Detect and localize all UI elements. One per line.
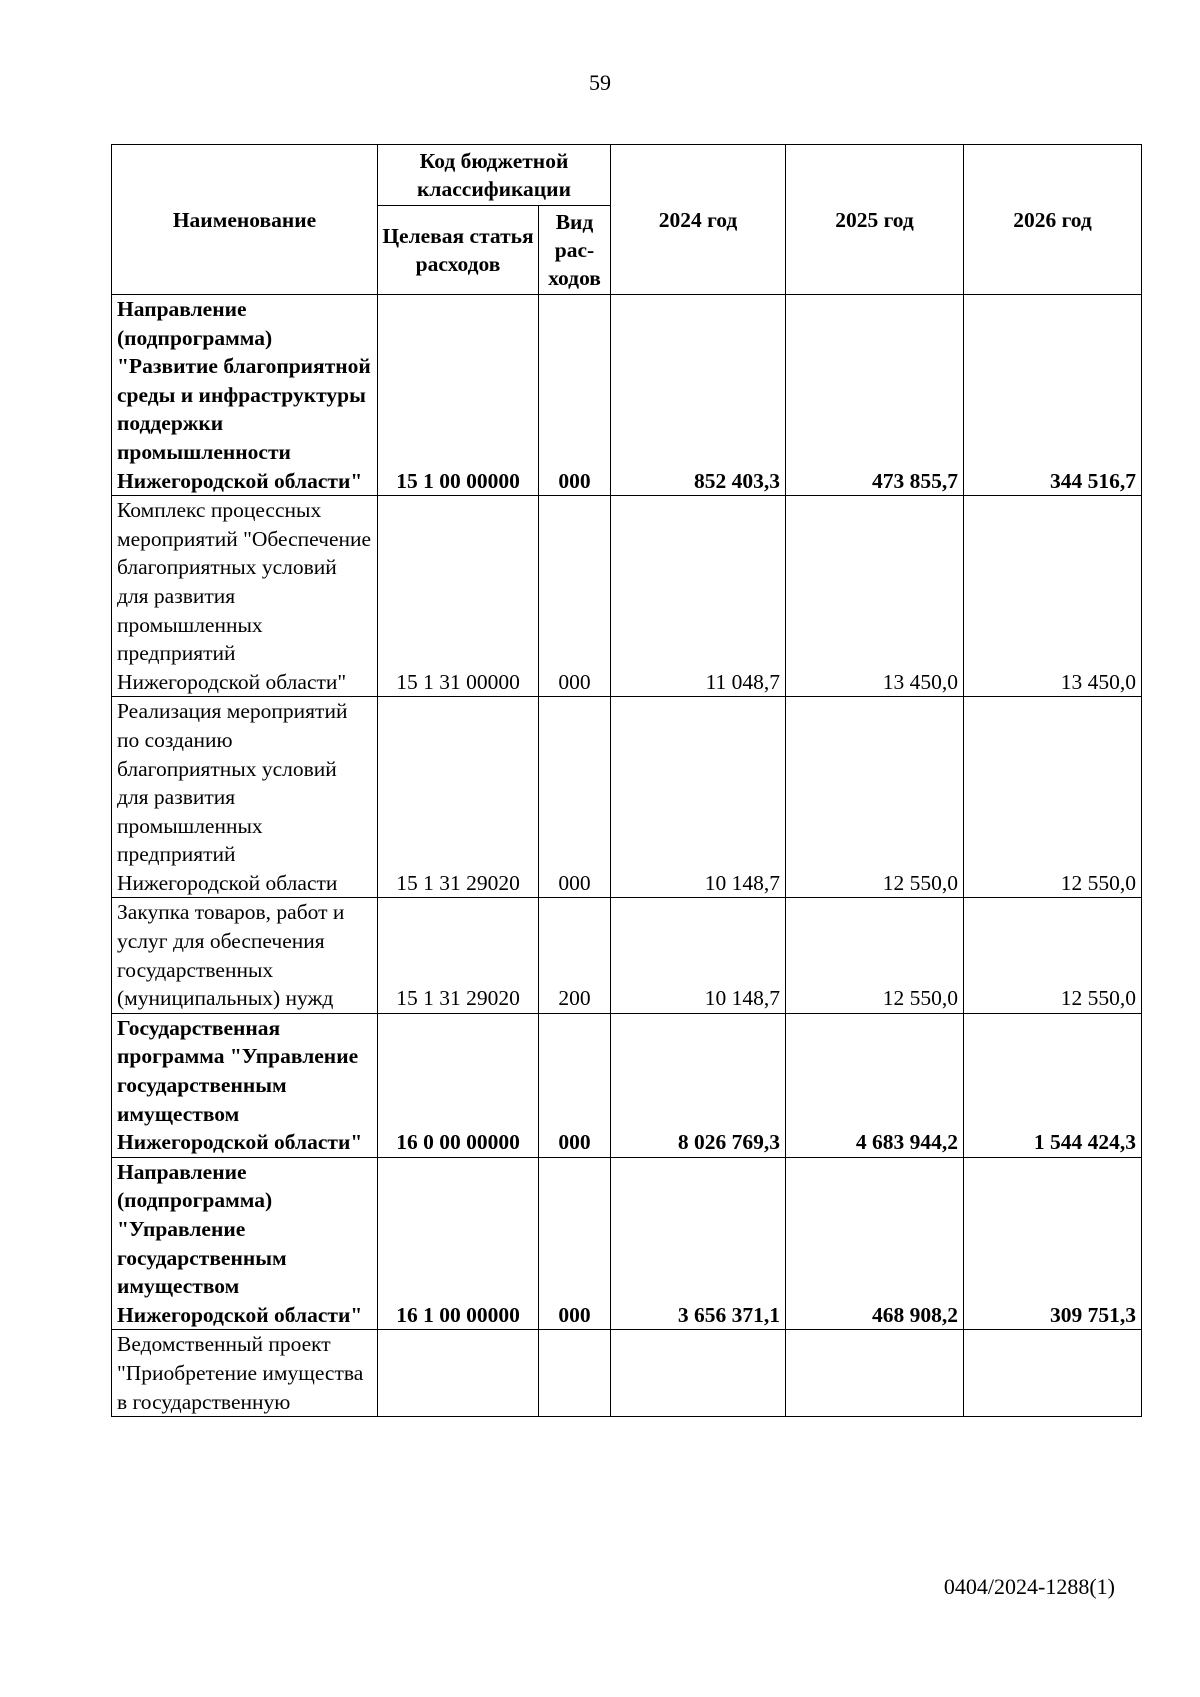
row-expense-kind: 000	[539, 295, 611, 496]
row-target-article: 15 1 31 29020	[378, 898, 539, 1013]
row-target-article: 15 1 00 00000	[378, 295, 539, 496]
row-value-2025: 12 550,0	[786, 697, 964, 898]
row-name: Комплекс процессных мероприятий "Обеспечение благоприятных условий для развития промышленных предприятий Нижегородской области"	[112, 496, 378, 697]
row-value-2024: 10 148,7	[611, 697, 786, 898]
row-target-article: 15 1 31 29020	[378, 697, 539, 898]
budget-table	[111, 144, 1142, 1417]
header-target-article: Целевая статья расходов	[378, 206, 539, 295]
row-expense-kind: 200	[539, 898, 611, 1013]
row-value-2026: 1 544 424,3	[964, 1013, 1142, 1157]
row-value-2024: 11 048,7	[611, 496, 786, 697]
row-value-2024: 8 026 769,3	[611, 1013, 786, 1157]
row-expense-kind: 000	[539, 1013, 611, 1157]
header-name: Наименование	[112, 145, 378, 295]
row-value-2024: 10 148,7	[611, 898, 786, 1013]
row-expense-kind	[539, 1330, 611, 1417]
table-body	[112, 295, 1142, 1417]
row-value-2025: 12 550,0	[786, 898, 964, 1013]
row-value-2026: 12 550,0	[964, 697, 1142, 898]
table-row	[112, 496, 1142, 697]
row-target-article	[378, 1330, 539, 1417]
row-target-article: 16 1 00 00000	[378, 1157, 539, 1330]
row-value-2026: 12 550,0	[964, 898, 1142, 1013]
table-row	[112, 295, 1142, 496]
document-number: 0404/2024-1288(1)	[943, 1574, 1115, 1599]
row-name: Направление (подпрограмма) "Развитие благоприятной среды и инфраструктуры поддержки промышленности Нижегородской области"	[112, 295, 378, 496]
table-row	[112, 697, 1142, 898]
table-row	[112, 1013, 1142, 1157]
row-target-article: 15 1 31 00000	[378, 496, 539, 697]
row-value-2024: 852 403,3	[611, 295, 786, 496]
row-value-2024	[611, 1330, 786, 1417]
row-name: Ведомственный проект "Приобретение имущества в государственную	[112, 1330, 378, 1417]
row-value-2025	[786, 1330, 964, 1417]
row-value-2025: 13 450,0	[786, 496, 964, 697]
row-expense-kind: 000	[539, 496, 611, 697]
page-number: 59	[589, 70, 611, 95]
row-name: Закупка товаров, работ и услуг для обеспечения государственных (муниципальных) нужд	[112, 898, 378, 1013]
table-header	[112, 145, 1142, 295]
header-kind: Вид рас-ходов	[539, 206, 611, 295]
row-value-2026	[964, 1330, 1142, 1417]
row-target-article: 16 0 00 00000	[378, 1013, 539, 1157]
table-row	[112, 898, 1142, 1013]
row-value-2025: 468 908,2	[786, 1157, 964, 1330]
row-value-2026: 344 516,7	[964, 295, 1142, 496]
table-row	[112, 1157, 1142, 1330]
row-value-2026: 309 751,3	[964, 1157, 1142, 1330]
header-2025: 2025 год	[786, 145, 964, 295]
row-expense-kind: 000	[539, 1157, 611, 1330]
row-value-2024: 3 656 371,1	[611, 1157, 786, 1330]
header-2024: 2024 год	[611, 145, 786, 295]
table-row	[112, 1330, 1142, 1417]
row-name: Направление (подпрограмма) "Управление государственным имуществом Нижегородской области"	[112, 1157, 378, 1330]
row-expense-kind: 000	[539, 697, 611, 898]
header-code-group: Код бюджетной классификации	[378, 145, 611, 206]
row-value-2026: 13 450,0	[964, 496, 1142, 697]
row-name: Государственная программа "Управление государственным имуществом Нижегородской области"	[112, 1013, 378, 1157]
row-name: Реализация мероприятий по созданию благоприятных условий для развития промышленных предприятий Нижегородской области	[112, 697, 378, 898]
row-value-2025: 473 855,7	[786, 295, 964, 496]
header-2026: 2026 год	[964, 145, 1142, 295]
row-value-2025: 4 683 944,2	[786, 1013, 964, 1157]
